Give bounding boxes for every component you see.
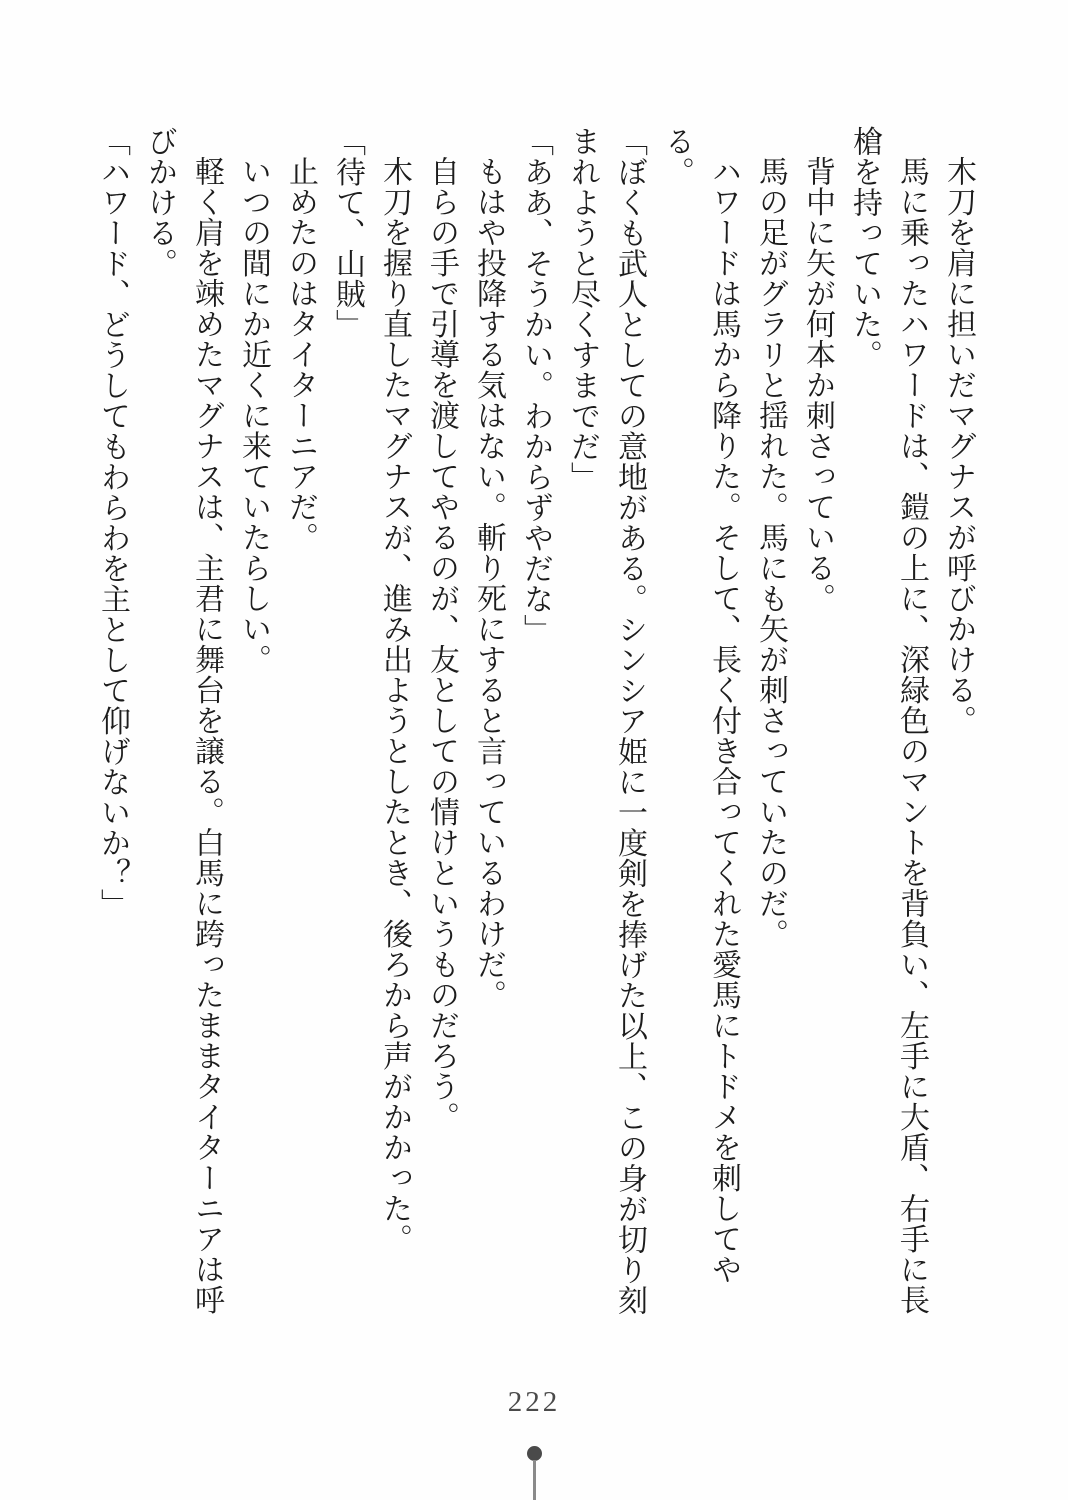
paragraph-13: いつの間にか近くに来ていたらしい。 [237,156,270,675]
paragraph-5: ハワードは馬から降りた。そして、長く付き合ってくれた愛馬にトドメを刺してやる。 [660,126,740,1285]
paragraph-1: 木刀を肩に担いだマグナスが呼びかける。 [942,156,975,736]
pin-dot [527,1446,542,1461]
body-text [89,126,982,1342]
paragraph-9: 自らの手で引導を渡してやるのが、友としての情けというものだろう。 [425,156,458,1132]
paragraph-11-dialogue: 「待て、山賊」 [331,126,364,340]
paragraph-8: もはや投降する気はない。斬り死にすると言っているわけだ。 [472,156,505,1010]
paragraph-6-dialogue: 「ぼくも武人としての意地がある。シンシア姫に一度剣を捧げた以上、この身が切り刻まれようと尽くすまでだ」 [566,126,646,1316]
page-number: 222 [507,1386,561,1418]
paragraph-7-dialogue: 「ああ、そうかい。わからずやだな」 [519,126,552,645]
paragraph-14: 軽く肩を竦めたマグナスは、主君に舞台を譲る。白馬に跨ったままタイターニアは呼びかける。 [143,126,223,1315]
paragraph-3: 背中に矢が何本か刺さっている。 [801,156,834,614]
pin-line [533,1460,536,1500]
paragraph-12: 止めたのはタイターニアだ。 [284,156,317,553]
paragraph-4: 馬の足がグラリと揺れた。馬にも矢が刺さっていたのだ。 [754,156,787,949]
paragraph-2: 馬に乗ったハワードは、鎧の上に、深緑色のマントを背負い、左手に大盾、右手に長槍を持っていた。 [848,126,928,1315]
page-footer [0,1380,1068,1500]
paragraph-15-dialogue: 「ハワード、どうしてもわらわを主として仰げないか？」 [96,126,129,919]
paragraph-10: 木刀を握り直したマグナスが、進み出ようとしたとき、後ろから声がかかった。 [378,156,411,1254]
